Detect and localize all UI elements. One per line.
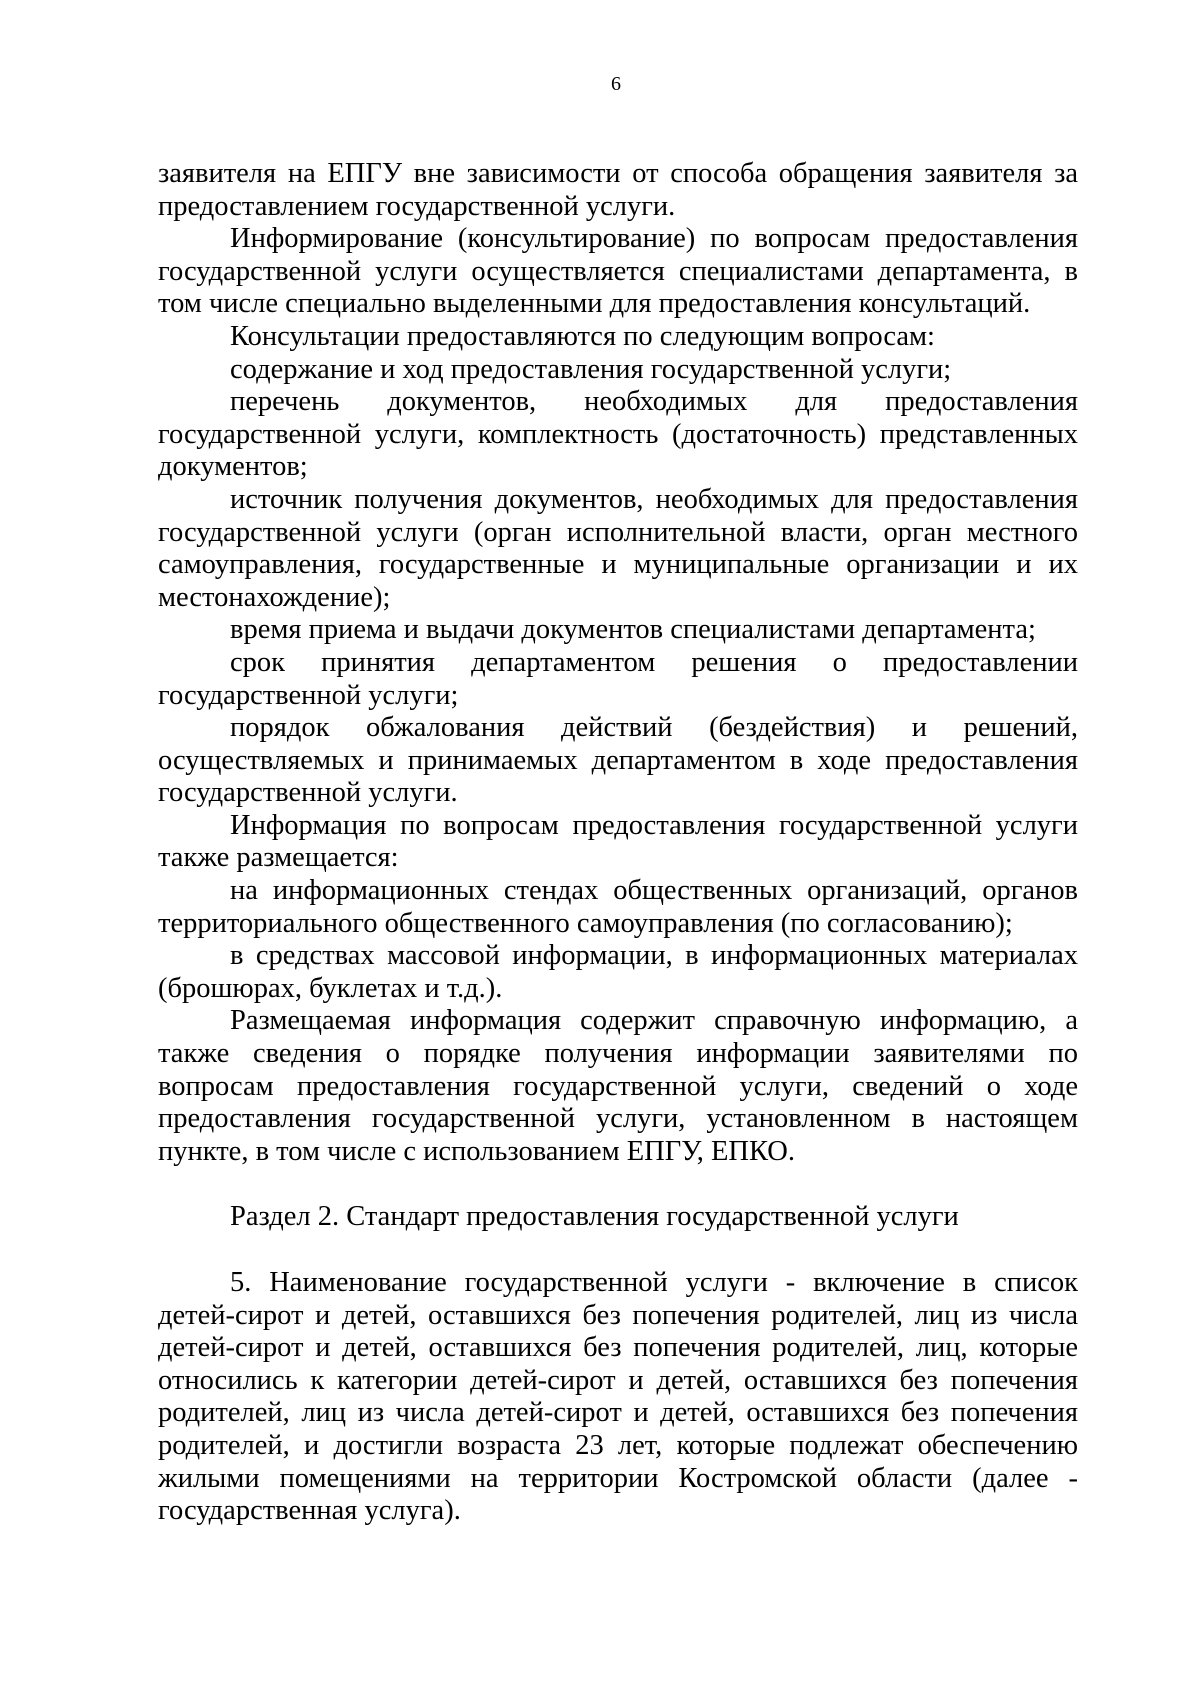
paragraph-placed-information: Размещаемая информация содержит справочную информацию, а также сведения о порядке получения информации заявителями по вопросам предоставления государственной услуги, сведений о ходе предоставления государственной услуги, установленном в настоящем пункте, в том числе с использованием ЕПГУ, ЕПКО. [158, 1005, 1078, 1167]
page-number: 6 [611, 73, 621, 95]
list-item-document-list: перечень документов, необходимых для предоставления государственной услуги, комплектность (достаточность) представленных документов; [158, 386, 1078, 483]
list-item-info-stands: на информационных стендах общественных организаций, органов территориального общественного самоуправления (по согласованию); [158, 875, 1078, 939]
list-item-reception-time: время приема и выдачи документов специалистами департамента; [230, 614, 1036, 646]
paragraph-informing: Информирование (консультирование) по вопросам предоставления государственной услуги осуществляется специалистами департамента, в том числе специально выделенными для предоставления консультаций. [158, 223, 1078, 320]
document-body [158, 158, 1078, 1528]
paragraph-item-5: 5. Наименование государственной услуги - включение в список детей-сирот и детей, оставшихся без попечения родителей, лиц из числа детей-сирот и детей, оставшихся без попечения родителей, лиц, которые относились к категории детей-сирот и детей, оставшихся без попечения родителей, лиц из числа детей-сирот и детей, оставшихся без попечения родителей, и достигли возраста 23 лет, которые подлежат обеспечению жилыми помещениями на территории Костромской области (далее - государственная услуга). [158, 1267, 1078, 1527]
list-item-appeal-procedure: порядок обжалования действий (бездействия) и решений, осуществляемых и принимаемых департаментом в ходе предоставления государственной услуги. [158, 712, 1078, 809]
paragraph-continuation: заявителя на ЕПГУ вне зависимости от способа обращения заявителя за предоставлением государственной услуги. [158, 158, 1078, 222]
section-heading: Раздел 2. Стандарт предоставления государственной услуги [230, 1201, 959, 1233]
list-item-mass-media: в средствах массовой информации, в информационных материалах (брошюрах, буклетах и т.д.). [158, 940, 1078, 1004]
list-item-decision-term: срок принятия департаментом решения о предоставлении государственной услуги; [158, 646, 1078, 711]
list-item-document-sources: источник получения документов, необходимых для предоставления государственной услуги (орган исполнительной власти, орган местного самоуправления, государственные и муниципальные организации и их местонахождение); [158, 483, 1078, 613]
paragraph-consultation-topics: Консультации предоставляются по следующим вопросам: [230, 320, 935, 352]
paragraph-information-placement: Информация по вопросам предоставления государственной услуги также размещается: [158, 809, 1078, 874]
list-item-content-and-progress: содержание и ход предоставления государственной услуги; [230, 353, 952, 385]
